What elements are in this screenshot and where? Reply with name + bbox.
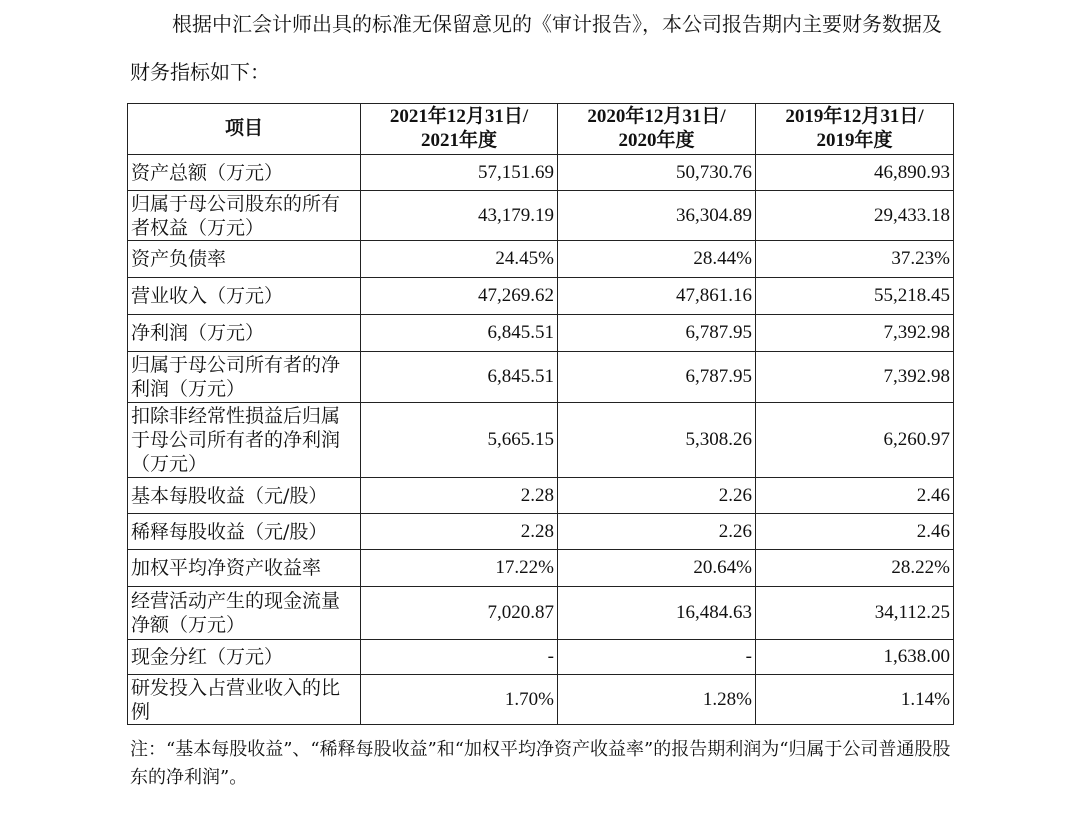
- row-label: 加权平均净资产收益率: [128, 550, 361, 587]
- table-row: [128, 675, 954, 725]
- row-label: 经营活动产生的现金流量净额（万元）: [128, 587, 361, 640]
- cell-value: 55,218.45: [756, 278, 954, 315]
- cell-value: 6,787.95: [558, 315, 756, 352]
- cell-value: 2.26: [558, 514, 756, 550]
- row-label: 扣除非经常性损益后归属于母公司所有者的净利润（万元）: [128, 403, 361, 478]
- table-body: [128, 155, 954, 725]
- table-row: [128, 403, 954, 478]
- header-year: 2021年12月31日/ 2021年度: [361, 104, 558, 155]
- cell-value: 1.70%: [361, 675, 558, 725]
- cell-value: 1.28%: [558, 675, 756, 725]
- cell-value: 28.44%: [558, 241, 756, 278]
- cell-value: 47,861.16: [558, 278, 756, 315]
- cell-value: -: [558, 640, 756, 675]
- cell-value: 28.22%: [756, 550, 954, 587]
- table-row: [128, 640, 954, 675]
- cell-value: 57,151.69: [361, 155, 558, 191]
- cell-value: 5,665.15: [361, 403, 558, 478]
- cell-value: 1,638.00: [756, 640, 954, 675]
- cell-value: 17.22%: [361, 550, 558, 587]
- cell-value: 2.26: [558, 478, 756, 514]
- cell-value: 37.23%: [756, 241, 954, 278]
- table-row: [128, 587, 954, 640]
- cell-value: 7,020.87: [361, 587, 558, 640]
- intro-text: 根据中汇会计师出具的标准无保留意见的《审计报告》，本公司报告期内主要财务数据及财务指标如下：: [130, 12, 942, 84]
- cell-value: 5,308.26: [558, 403, 756, 478]
- cell-value: 2.28: [361, 514, 558, 550]
- cell-value: 36,304.89: [558, 191, 756, 241]
- intro-paragraph: [130, 0, 960, 96]
- cell-value: 2.46: [756, 478, 954, 514]
- cell-value: 16,484.63: [558, 587, 756, 640]
- row-label: 归属于母公司股东的所有者权益（万元）: [128, 191, 361, 241]
- cell-value: 1.14%: [756, 675, 954, 725]
- row-label: 基本每股收益（元/股）: [128, 478, 361, 514]
- row-label: 稀释每股收益（元/股）: [128, 514, 361, 550]
- cell-value: 43,179.19: [361, 191, 558, 241]
- cell-value: 34,112.25: [756, 587, 954, 640]
- cell-value: 7,392.98: [756, 352, 954, 403]
- table-row: [128, 278, 954, 315]
- cell-value: 2.46: [756, 514, 954, 550]
- cell-value: 6,845.51: [361, 315, 558, 352]
- cell-value: 20.64%: [558, 550, 756, 587]
- financial-table: [127, 103, 954, 725]
- header-year: 2019年12月31日/ 2019年度: [756, 104, 954, 155]
- table-row: [128, 514, 954, 550]
- header-row: [128, 104, 954, 155]
- cell-value: 6,260.97: [756, 403, 954, 478]
- row-label: 现金分红（万元）: [128, 640, 361, 675]
- table-row: [128, 241, 954, 278]
- row-label: 净利润（万元）: [128, 315, 361, 352]
- row-label: 归属于母公司所有者的净利润（万元）: [128, 352, 361, 403]
- table-row: [128, 191, 954, 241]
- cell-value: 6,845.51: [361, 352, 558, 403]
- row-label: 营业收入（万元）: [128, 278, 361, 315]
- cell-value: 50,730.76: [558, 155, 756, 191]
- table-row: [128, 478, 954, 514]
- footnote: 注：“基本每股收益”、“稀释每股收益”和“加权平均净资产收益率”的报告期利润为“归属于公司普通股股东的净利润”。: [130, 739, 951, 788]
- cell-value: 7,392.98: [756, 315, 954, 352]
- cell-value: 6,787.95: [558, 352, 756, 403]
- table-row: [128, 550, 954, 587]
- cell-value: 46,890.93: [756, 155, 954, 191]
- cell-value: 2.28: [361, 478, 558, 514]
- cell-value: -: [361, 640, 558, 675]
- row-label: 资产负债率: [128, 241, 361, 278]
- header-item: 项目: [128, 104, 361, 155]
- cell-value: 29,433.18: [756, 191, 954, 241]
- header-year: 2020年12月31日/ 2020年度: [558, 104, 756, 155]
- table-row: [128, 315, 954, 352]
- table-row: [128, 352, 954, 403]
- row-label: 资产总额（万元）: [128, 155, 361, 191]
- cell-value: 47,269.62: [361, 278, 558, 315]
- cell-value: 24.45%: [361, 241, 558, 278]
- row-label: 研发投入占营业收入的比例: [128, 675, 361, 725]
- table-row: [128, 155, 954, 191]
